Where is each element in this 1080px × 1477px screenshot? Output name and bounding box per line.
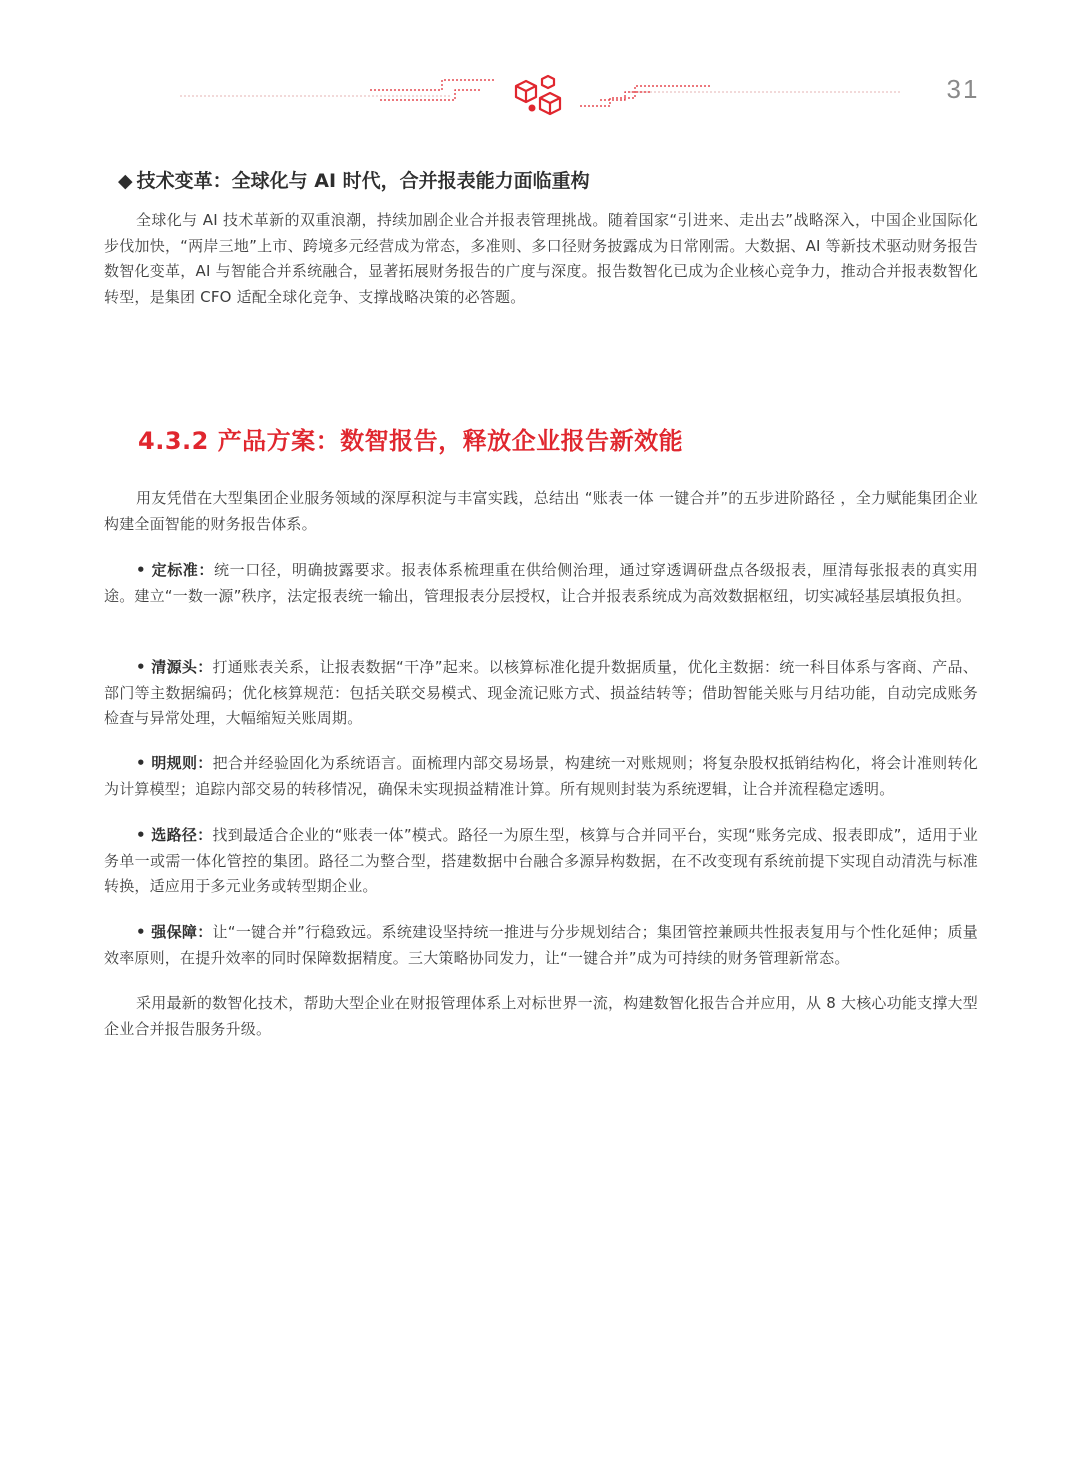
bullet-term: • 定标准： bbox=[136, 561, 215, 579]
bullet-item bbox=[104, 751, 978, 802]
bullet-text: 把合并经验固化为系统语言。面梳理内部交易场景，构建统一对账规则；将复杂股权抵销结构化，将会计准则转化为计算模型；追踪内部交易的转移情况，确保未实现损益精准计算。所有规则封装为系统逻辑，让合并流程稳定透明。 bbox=[104, 754, 978, 798]
bullet-item bbox=[104, 823, 978, 900]
bullet-text: 打通账表关系，让报表数据“干净”起来。以核算标准化提升数据质量，优化主数据：统一科目体系与客商、产品、部门等主数据编码；优化核算规范：包括关联交易模式、现金流记账方式、损益结转等；借助智能关账与月结功能，自动完成账务检查与异常处理，大幅缩短关账周期。 bbox=[104, 658, 979, 727]
section-paragraph: 全球化与 AI 技术革新的双重浪潮，持续加剧企业合并报表管理挑战。随着国家“引进来、走出去”战略深入，中国企业国际化步伐加快，“两岸三地”上市、跨境多元经营成为常态，多准则、多口径财务披露成为日常刚需。大数据、AI 等新技术驱动财务报告数智化变革，AI 与智能合并系统融合，显著拓展财务报告的广度与深度。报告数智化已成为企业核心竞争力，推动合并报表数智化转型，是集团 CFO 适配全球化竞争、支撑战略决策的必答题。 bbox=[104, 211, 978, 306]
section-heading-text: 技术变革：全球化与 AI 时代，合并报表能力面临重构 bbox=[136, 170, 590, 192]
section-heading bbox=[118, 166, 590, 193]
cubes-icon bbox=[516, 76, 560, 114]
bullet-term: • 选路径： bbox=[136, 826, 213, 844]
subsection-title: 4.3.2 产品方案：数智报告，释放企业报告新效能 bbox=[138, 427, 684, 455]
bullet-item bbox=[104, 558, 978, 609]
bullet-term: • 强保障： bbox=[136, 923, 213, 941]
bullet-item bbox=[104, 920, 978, 971]
bullet-text: 统一口径，明确披露要求。报表体系梳理重在供给侧治理，通过穿透调研盘点各级报表，厘清每张报表的真实用途。建立“一数一源”秩序，法定报表统一输出，管理报表分层授权，让合并报表系统成为高效数据枢纽，切实减轻基层填报负担。 bbox=[104, 561, 978, 605]
diamond-bullet-icon: ◆ bbox=[118, 170, 133, 192]
bullet-term: • 清源头： bbox=[136, 658, 213, 676]
closing-paragraph: 采用最新的数智化技术，帮助大型企业在财报管理体系上对标世界一流，构建数智化报告合并应用，从 8 大核心功能支撑大型企业合并报告服务升级。 bbox=[104, 994, 978, 1038]
bullet-term: • 明规则： bbox=[136, 754, 213, 772]
header-decoration bbox=[180, 70, 900, 120]
bullet-item bbox=[104, 655, 978, 732]
page-number: 31 bbox=[946, 74, 980, 104]
intro-paragraph: 用友凭借在大型集团企业服务领域的深厚积淀与丰富实践，总结出 “账表一体 一键合并”的五步进阶路径 ，全力赋能集团企业构建全面智能的财务报告体系。 bbox=[104, 489, 978, 533]
bullet-text: 找到最适合企业的“账表一体”模式。路径一为原生型，核算与合并同平台，实现“账务完成、报表即成”，适用于业务单一或需一体化管控的集团。路径二为整合型，搭建数据中台融合多源异构数据，在不改变现有系统前提下实现自动清洗与标准转换，适应用于多元业务或转型期企业。 bbox=[104, 826, 978, 895]
bullet-text: 让“一键合并”行稳致远。系统建设坚持统一推进与分步规划结合；集团管控兼顾共性报表复用与个性化延伸；质量效率原则，在提升效率的同时保障数据精度。三大策略协同发力，让“一键合并”成为可持续的财务管理新常态。 bbox=[104, 923, 979, 967]
